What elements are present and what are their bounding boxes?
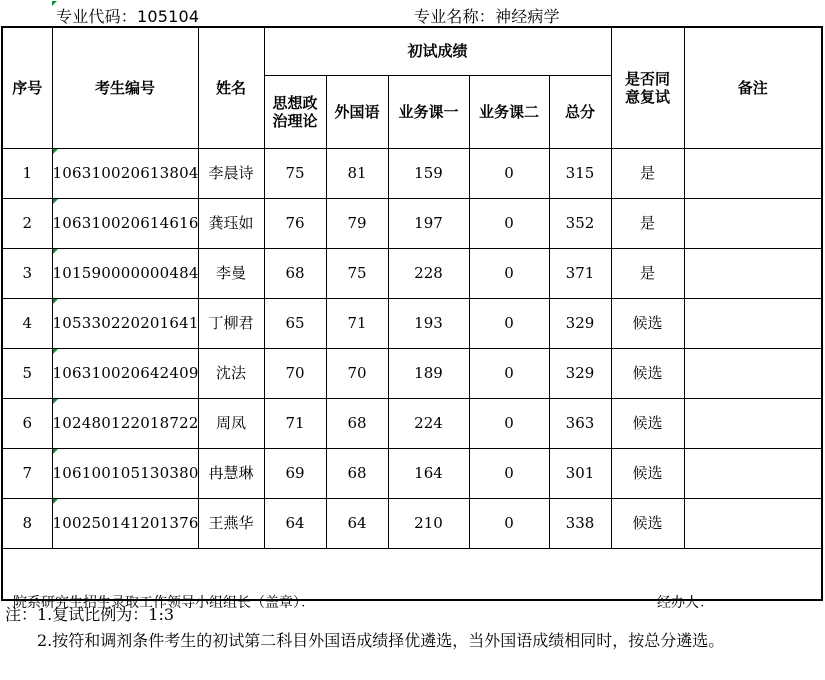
name-cell: 李曼 [198, 248, 264, 298]
notes [5, 602, 815, 654]
header-row-1 [2, 27, 822, 75]
subject2-cell: 0 [469, 198, 549, 248]
politics-cell: 65 [264, 298, 326, 348]
name-cell: 龚珏如 [198, 198, 264, 248]
total-cell: 352 [549, 198, 611, 248]
header-politics-line1: 思想政 [272, 93, 318, 112]
sheet-header [0, 0, 825, 26]
politics-cell: 69 [264, 448, 326, 498]
subject2-cell: 0 [469, 498, 549, 548]
candidate-id-text: 106310020614616 [52, 214, 199, 232]
candidate-id-cell [52, 448, 198, 498]
name-cell: 李晨诗 [198, 148, 264, 198]
serial-cell: 1 [2, 148, 52, 198]
serial-cell: 7 [2, 448, 52, 498]
signature-row [2, 548, 822, 600]
candidate-id-cell [52, 348, 198, 398]
total-cell: 329 [549, 298, 611, 348]
table-row [2, 298, 822, 348]
table-row [2, 448, 822, 498]
cell-comment-marker [53, 299, 58, 304]
foreign-language-cell: 79 [326, 198, 388, 248]
header-subject2: 业务课二 [469, 75, 549, 148]
candidate-id-cell [52, 498, 198, 548]
cell-comment-marker [53, 499, 58, 504]
foreign-language-cell: 68 [326, 398, 388, 448]
serial-cell: 2 [2, 198, 52, 248]
subject2-cell: 0 [469, 148, 549, 198]
total-cell: 363 [549, 398, 611, 448]
name-cell: 沈法 [198, 348, 264, 398]
header-agree-line1: 是否同 [624, 69, 670, 88]
politics-cell: 70 [264, 348, 326, 398]
major-name: 专业名称：神经病学 [414, 7, 560, 26]
foreign-language-cell: 64 [326, 498, 388, 548]
subject1-cell: 228 [388, 248, 469, 298]
subject2-cell: 0 [469, 248, 549, 298]
header-remarks: 备注 [684, 27, 822, 148]
subject2-cell: 0 [469, 298, 549, 348]
subject1-cell: 164 [388, 448, 469, 498]
agree-cell: 是 [611, 198, 684, 248]
candidate-id-cell [52, 198, 198, 248]
candidate-id-cell [52, 398, 198, 448]
foreign-language-cell: 70 [326, 348, 388, 398]
remarks-cell [684, 298, 822, 348]
header-subject1: 业务课一 [388, 75, 469, 148]
total-cell: 329 [549, 348, 611, 398]
remarks-cell [684, 348, 822, 398]
remarks-cell [684, 198, 822, 248]
agree-cell: 候选 [611, 498, 684, 548]
candidate-id-cell [52, 298, 198, 348]
header-foreign-language: 外国语 [326, 75, 388, 148]
politics-cell: 68 [264, 248, 326, 298]
cell-comment-marker [53, 149, 58, 154]
candidate-id-cell [52, 148, 198, 198]
politics-cell: 71 [264, 398, 326, 448]
politics-cell: 64 [264, 498, 326, 548]
subject2-cell: 0 [469, 448, 549, 498]
cell-comment-marker [53, 249, 58, 254]
header-agree [611, 27, 684, 148]
name-cell: 冉慧琳 [198, 448, 264, 498]
subject1-cell: 210 [388, 498, 469, 548]
total-cell: 338 [549, 498, 611, 548]
remarks-cell [684, 148, 822, 198]
header-agree-line2: 意复试 [624, 87, 670, 106]
candidate-id-text: 106100105130380 [52, 464, 199, 482]
serial-cell: 5 [2, 348, 52, 398]
header-name: 姓名 [198, 27, 264, 148]
cell-comment-marker [53, 349, 58, 354]
header-politics [264, 75, 326, 148]
serial-cell: 3 [2, 248, 52, 298]
cell-comment-marker [53, 399, 58, 404]
total-cell: 315 [549, 148, 611, 198]
name-cell: 周凤 [198, 398, 264, 448]
subject2-cell: 0 [469, 348, 549, 398]
header-candidate-id: 考生编号 [52, 27, 198, 148]
subject1-cell: 197 [388, 198, 469, 248]
politics-cell: 75 [264, 148, 326, 198]
subject2-cell: 0 [469, 398, 549, 448]
signature-cell [2, 548, 822, 611]
foreign-language-cell: 68 [326, 448, 388, 498]
foreign-language-cell: 75 [326, 248, 388, 298]
agree-cell: 候选 [611, 298, 684, 348]
admission-table [1, 26, 823, 611]
subject1-cell: 193 [388, 298, 469, 348]
note-line-2: 2.按符和调剂条件考生的初试第二科目外国语成绩择优遴选，当外国语成绩相同时，按总分遴选。 [37, 631, 725, 650]
foreign-language-cell: 81 [326, 148, 388, 198]
serial-cell: 6 [2, 398, 52, 448]
remarks-cell [684, 498, 822, 548]
table-row [2, 348, 822, 398]
candidate-id-text: 100250141201376 [52, 514, 199, 532]
subject1-cell: 189 [388, 348, 469, 398]
header-serial: 序号 [2, 27, 52, 148]
subject1-cell: 159 [388, 148, 469, 198]
serial-cell: 8 [2, 498, 52, 548]
politics-cell: 76 [264, 198, 326, 248]
leader-signature-label: 院系研究生招生录取工作领导小组组长（盖章）： [13, 594, 314, 611]
table-row [2, 148, 822, 198]
total-cell: 301 [549, 448, 611, 498]
name-cell: 王燕华 [198, 498, 264, 548]
table-row [2, 248, 822, 298]
candidate-id-text: 106310020613804 [52, 164, 199, 182]
major-code: 专业代码：105104 [56, 7, 200, 26]
candidate-id-cell [52, 248, 198, 298]
remarks-cell [684, 398, 822, 448]
remarks-cell [684, 248, 822, 298]
note-line-1: 注：1.复试比例为：1:3 [5, 605, 175, 624]
candidate-id-text: 101590000000484 [52, 264, 199, 282]
header-prelim-scores: 初试成绩 [264, 27, 611, 75]
cell-comment-marker [53, 449, 58, 454]
agree-cell: 候选 [611, 448, 684, 498]
header-total: 总分 [549, 75, 611, 148]
total-cell: 371 [549, 248, 611, 298]
foreign-language-cell: 71 [326, 298, 388, 348]
candidate-id-text: 105330220201641 [52, 314, 199, 332]
candidate-id-text: 102480122018722 [52, 414, 199, 432]
table-row [2, 398, 822, 448]
table-row [2, 198, 822, 248]
agree-cell: 是 [611, 148, 684, 198]
remarks-cell [684, 448, 822, 498]
candidate-id-text: 106310020642409 [52, 364, 199, 382]
agree-cell: 候选 [611, 348, 684, 398]
subject1-cell: 224 [388, 398, 469, 448]
name-cell: 丁柳君 [198, 298, 264, 348]
handler-label: 经办人： [657, 594, 713, 611]
agree-cell: 候选 [611, 398, 684, 448]
agree-cell: 是 [611, 248, 684, 298]
header-politics-line2: 治理论 [272, 111, 318, 130]
cell-comment-marker [53, 199, 58, 204]
serial-cell: 4 [2, 298, 52, 348]
table-row [2, 498, 822, 548]
